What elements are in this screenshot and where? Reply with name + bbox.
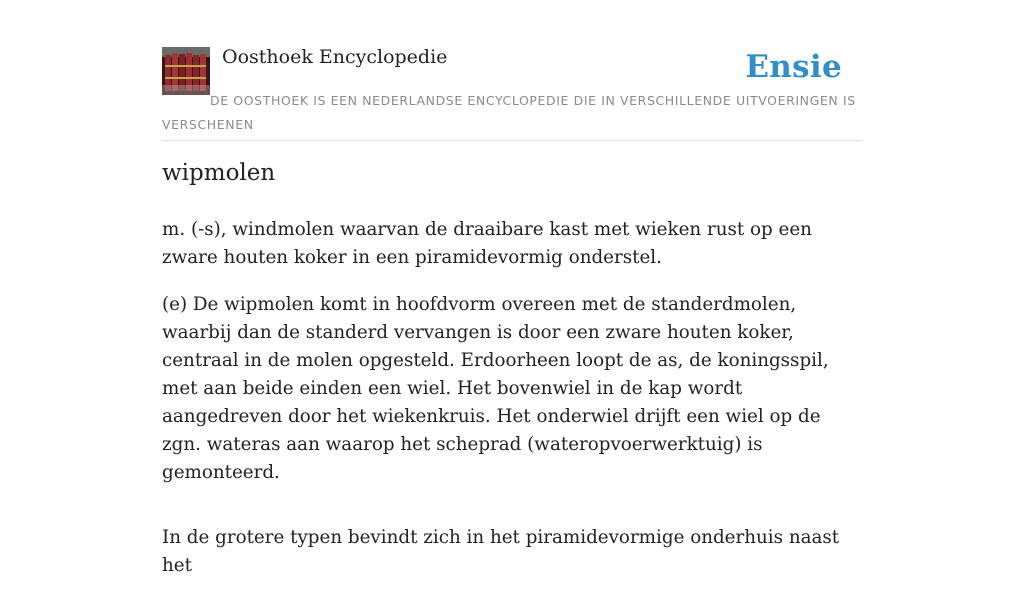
page-title: wipmolen [162,160,276,186]
site-header [162,38,862,141]
brand-logo[interactable]: Ensie [745,49,842,85]
article-body [162,216,862,599]
article-paragraph: (e) De wipmolen komt in hoofdvorm overeen met de standerdmolen, waarbij dan de standerd vervangen is door een zware houten koker, centraal in de molen opgesteld. Erdoorheen loopt de as, de koningsspil, met aan beide einden een wiel. Het bovenwiel in de kap wordt aangedreven door het wiekenkruis. Het onderwiel drijft een wiel op de zgn. wateras aan waarop het scheprad (wateropvoerwerktuig) is gemonteerd. [162,294,829,483]
article-paragraph: In de grotere typen bevindt zich in het piramidevormige onderhuis naast het [162,527,840,576]
encyclopedia-books-icon [162,47,210,95]
site-tagline: DE OOSTHOEK IS EEN NEDERLANDSE ENCYCLOPEDIE DIE IN VERSCHILLENDE UITVOERINGEN IS VERSCHENEN [162,93,856,132]
avatar[interactable] [162,47,210,95]
article-paragraph: m. (-s), windmolen waarvan de draaibare kast met wieken rust op een zware houten koker in een piramidevormig onderstel. [162,219,812,268]
site-name[interactable]: Oosthoek Encyclopedie [222,46,448,68]
